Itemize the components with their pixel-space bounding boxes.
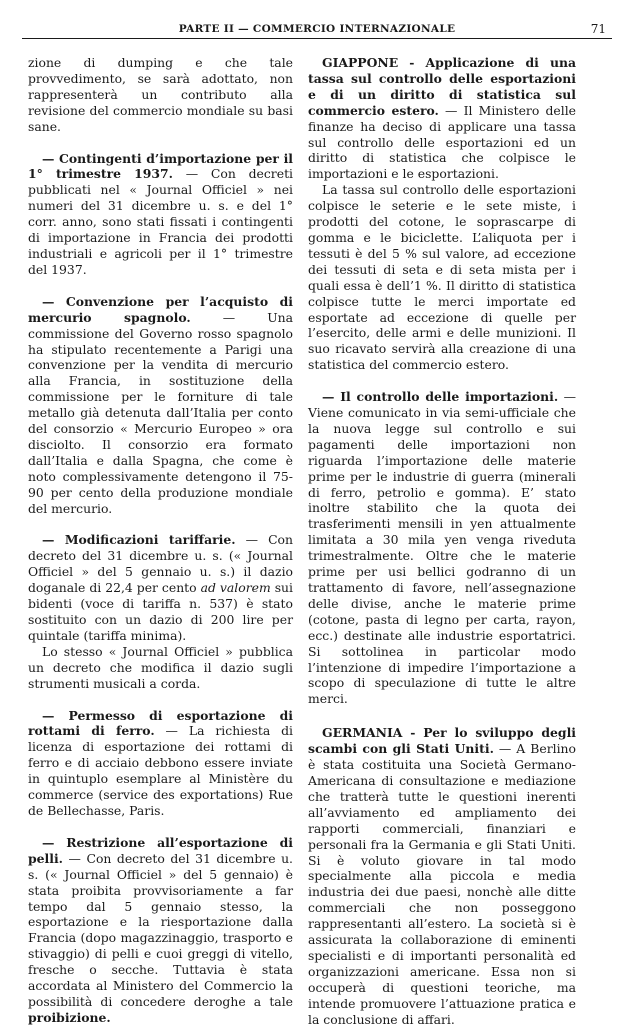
section-text: — A Berlino è stata costituita una Società Germano-Americana di consultazione e mediazione che tratterà tutte le questioni inerenti all’avviamento ed ampliamento dei rapporti commerciali, finanziari e personali fra la Germania e gli Stati Uniti. Si è voluto giovare in tal modo specialmente alla piccola e media industria dei due paesi, nonchè alle ditte commerciali che non posseggono rappresentanti all’estero. La società si è assicurata la collaborazione di eminenti specialisti e di importanti personalità ed organizzazioni americane. Essa non si occuperà di questioni teoriche, ma intende promuovere l’attuazione pratica e la conclusione di affari. xyxy=(308,741,576,1027)
section-title: — Restrizione all’esportazione di pelli. xyxy=(28,834,293,866)
section-giappone-paragraph-2: La tassa sul controllo delle esportazioni colpisce le seterie e le sete miste, i prodotti del cotone, le soprascarpe di gomma e le biciclette. L’aliquota per i tessuti è del 5 % sul valore, ad eccezione dei tessuti di seta e di seta mista per i quali essa è dell’1 %. Il diritto di statistica colpisce tutte le merci importate ed esportate ad eccezione di quelle per l’esercito, delle armi e delle munizioni. Il suo ricavato servirà alla creazione di una statistica del commercio estero. xyxy=(308,182,576,373)
section-text: — Una commissione del Governo rosso spagnolo ha stipulato recentemente a Parigi una convenzione per la vendita di mercurio alla Francia, in sostituzione della commissione per le forniture di tale metallo già detenuta dall’Italia per conto del consorzio « Mercurio Europeo » ora disciolto. Il consorzio era formato dall’Italia e dalla Spagna, che come è noto complessivamente detengono il 75-90 per cento della produzione mondiale del mercurio. xyxy=(28,309,294,516)
section-text: — La richiesta di licenza di esportazione dei rottami di ferro e di acciaio debbono essere inviate in quintuplo esemplare al Ministère du commerce (service des exportations) Rue de Bellechasse, Paris. xyxy=(28,723,294,818)
running-header xyxy=(22,22,612,39)
section-tariffarie-paragraph-2: Lo stesso « Journal Officiel » pubblica un decreto che modifica il dazio sugli strumenti musicali a corda. xyxy=(28,643,293,691)
left-column xyxy=(28,55,294,1025)
intro-continuation: zione di dumping e che tale provvedimento, se sarà adottato, non rappresenterà un contributo alla revisione del commercio mondiale su basi sane. xyxy=(28,55,293,134)
section-title: — Modificazioni tariffarie. xyxy=(42,532,236,548)
right-column xyxy=(308,55,576,1027)
section-title: GERMANIA - Per lo sviluppo degli scambi con gli Stati Uniti. xyxy=(308,725,576,757)
section-text: — Con decreti pubblicati nel « Journal Officiel » nei numeri del 31 dicembre u. s. e del 1° corr. anno, sono stati fissati i contingenti di importazione in Francia dei prodotti industriali e agricoli per il 1° trimestre del 1937. xyxy=(28,166,294,277)
section-tariffarie xyxy=(28,532,293,643)
italic-term: ad valorem xyxy=(200,580,271,596)
section-text-continued: sui bidenti (voce di tariffa n. 537) è stato sostituito con un dazio di 200 lire per quintale (tariffa minima). xyxy=(28,580,293,643)
section-giappone xyxy=(308,55,576,182)
section-controllo-importazioni xyxy=(308,389,576,707)
section-pelli xyxy=(28,835,293,1026)
running-title: PARTE II — COMMERCIO INTERNAZIONALE xyxy=(178,23,456,35)
section-title: — Contingenti d’importazione per il 1° trimestre 1937. xyxy=(28,150,293,182)
section-text: — Con decreto del 31 dicembre u. s. (« Journal Officiel » del 5 gennaio u. s.) il dazio doganale di 22,4 per cento xyxy=(28,532,293,596)
section-title: GIAPPONE - Applicazione di una tassa sul controllo delle esportazioni e di un diritto di statistica sul commercio estero. xyxy=(308,55,576,118)
section-mercurio xyxy=(28,294,293,517)
section-title: — Permesso di esportazione di rottami di ferro. xyxy=(28,707,293,739)
section-germania xyxy=(308,725,576,1027)
section-rottami xyxy=(28,708,293,819)
section-text: — Viene comunicato in via semi-ufficiale che la nuova legge sul controllo e sui pagamenti delle importazioni non riguarda l’importazione delle materie prime per le industrie di guerra (minerali di ferro, petrolio e gomma). E’ stato inoltre stabilito che la quota dei trasferimenti mensili in yen attualmente limitata a 30 mila yen venga riveduta trimestralmente. Oltre che le materie prime per usi bellici godranno di un trattamento di favore, nell’assegnazione delle divise, anche le materie prime (cotone, pasta di legno per carta, rayon, ecc.) destinate alle industrie esportatrici. Si sottolinea in particolar modo l’intenzione di impedire l’importazione a scopo di speculazione di tutte le altre merci. xyxy=(308,389,576,707)
section-contingenti xyxy=(28,151,293,278)
section-text-bold-end: proibizione. xyxy=(28,1009,111,1025)
section-text: — Con decreto del 31 dicembre u. s. (« Journal Officiel » del 5 gennaio) è stata proibita provvisoriamente a far tempo dal 5 gennaio stesso, la esportazione e la riesportazione dalla Francia (dopo magazzinaggio, trasporto e stivaggio) di pelli e cuoi greggi di vitello, fresche o secche. Tuttavia è stata accordata al Ministero del Commercio la possibilità di concedere deroghe a tale xyxy=(28,850,293,1009)
section-title: — Convenzione per l’acquisto di mercurio spagnolo. xyxy=(28,293,293,325)
section-text: — Il Ministero delle finanze ha deciso di applicare una tassa sul controllo delle esportazioni ed un diritto di statistica che colpisce le importazioni e le esportazioni. xyxy=(308,102,576,182)
page-number: 71 xyxy=(590,22,606,36)
section-title: — Il controllo delle importazioni. xyxy=(322,389,559,405)
